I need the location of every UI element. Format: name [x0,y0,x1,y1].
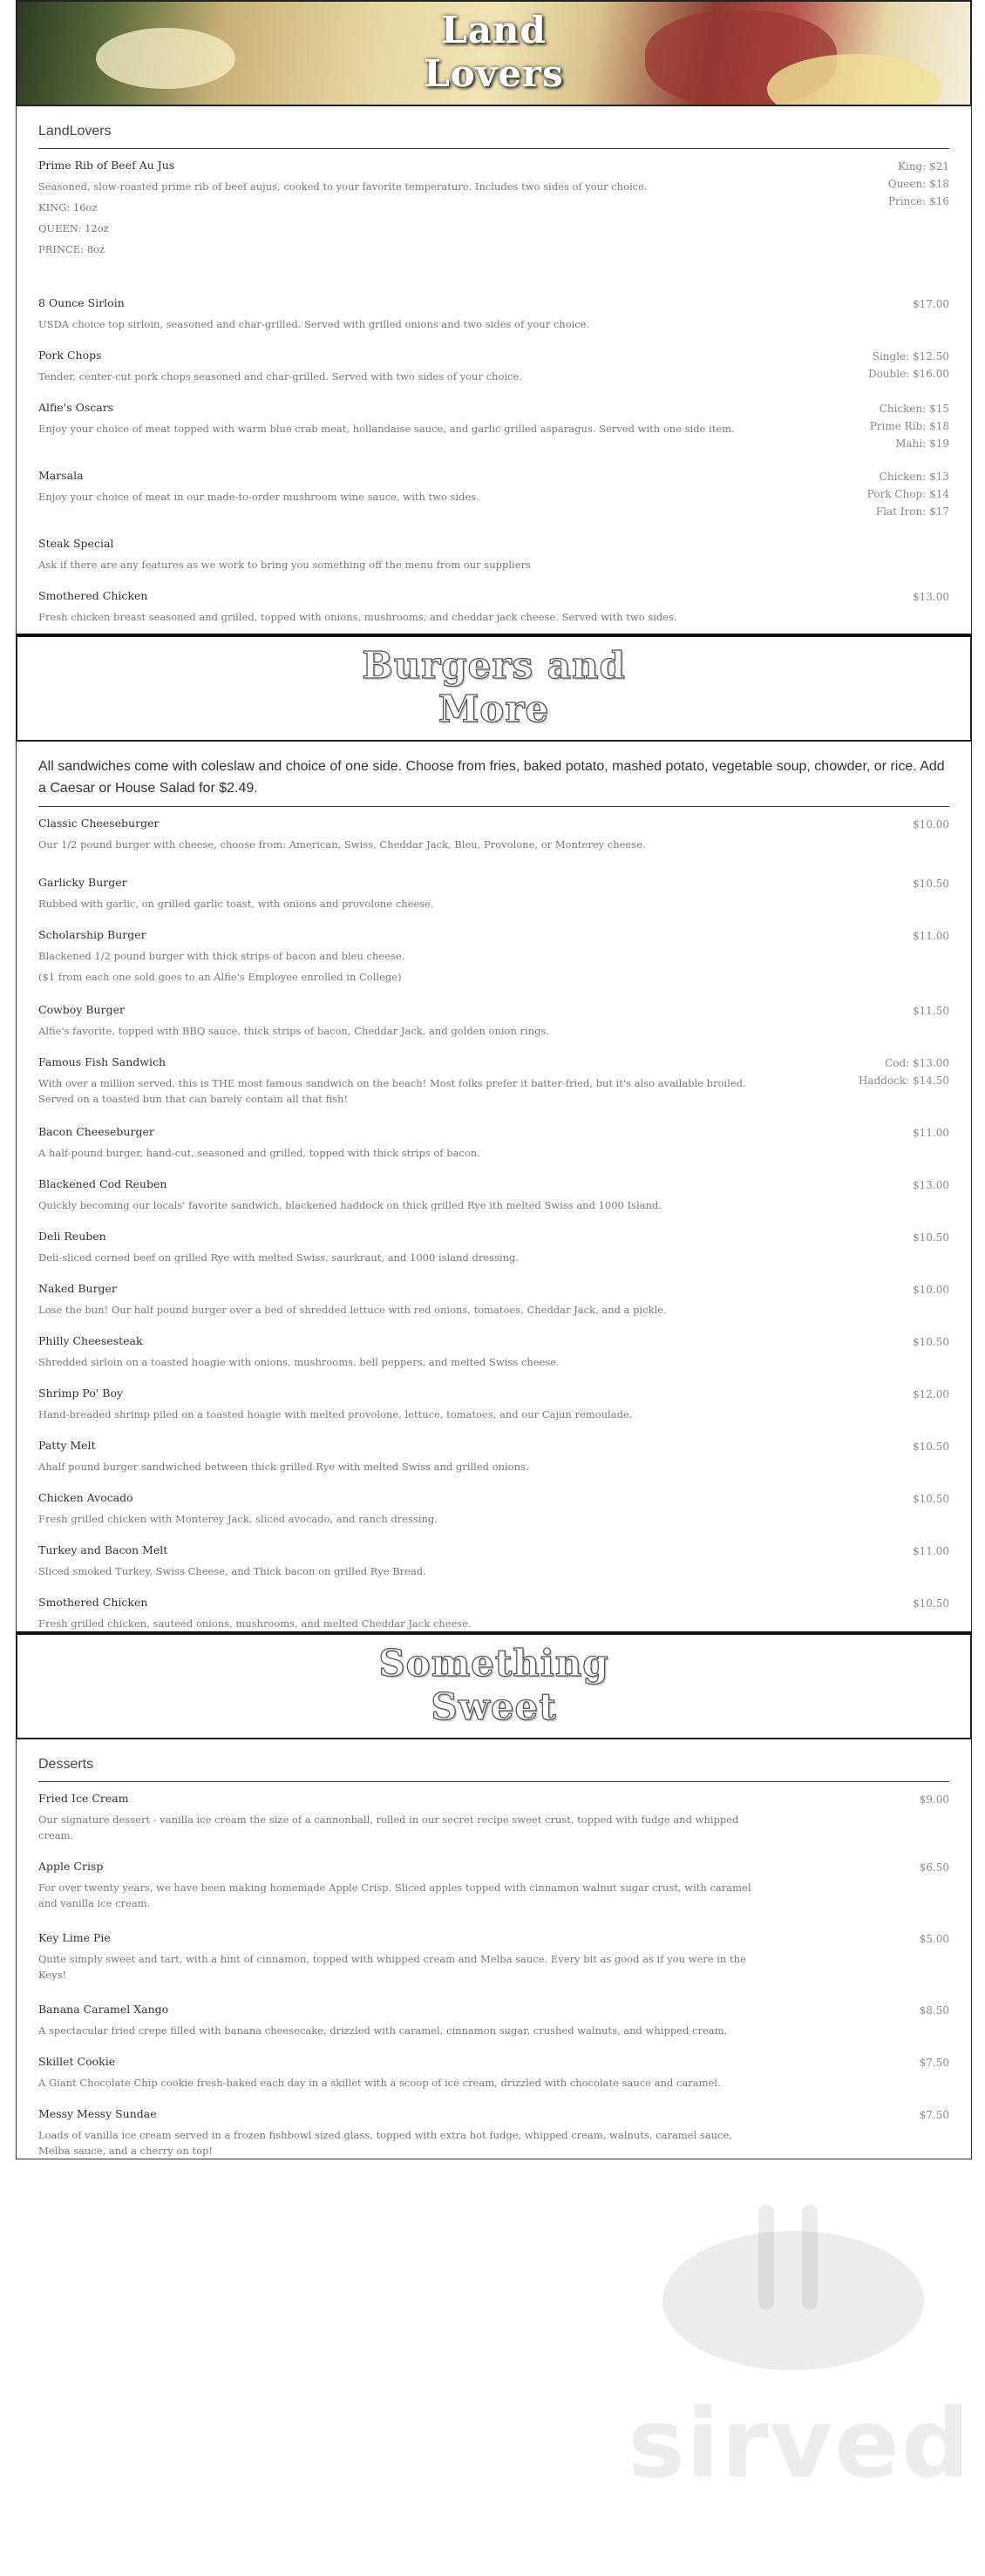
price-label: King: $21 [898,160,949,173]
sweet-title: Something Sweet [378,1642,609,1728]
menu-items-list [38,807,949,1631]
menu-items-list [38,149,949,634]
item-details [38,1438,762,1474]
menu-item [38,1422,949,1474]
price-label: $7.50 [919,2057,949,2069]
menu-item [38,520,949,573]
item-description: Fresh grilled chicken, sauteed onions, mushrooms, and melted Cheddar Jack cheese. [38,1617,472,1630]
price-label: Prime Rib: $18 [869,420,949,432]
item-details [38,1542,762,1579]
item-details [38,1281,762,1318]
item-description: Hand-breaded shrimp piled on a toasted hoagie with melted provolone, lettuce, tomatoes, and our Cajun remoulade. [38,1408,633,1420]
price-label: $11.50 [913,1005,949,1017]
item-description: Our 1/2 pound burger with cheese, choose from: American, Swiss, Cheddar Jack, Bleu, Provolone, or Monterey cheese. [38,838,646,851]
item-name: Skillet Cookie [38,2055,116,2068]
price-label: $13.00 [913,1179,949,1191]
menu-items-list [38,1782,949,2159]
menu-item [38,1265,949,1318]
item-prices [819,1176,949,1213]
item-prices [819,1281,949,1318]
price-label: $9.00 [919,1793,949,1806]
item-description: Rubbed with garlic, on grilled garlic toast, with onions and provolone cheese. [38,898,434,910]
item-details [38,816,762,859]
item-details [38,1930,762,1986]
item-description: Quite simply sweet and tart, with a hint of cinnamon, topped with whipped cream and Melba sauce. Every bit as good as if you were in the Keys! [38,1953,746,1981]
price-label: $10.50 [913,878,949,890]
item-description: Enjoy your choice of meat in our made-to-order mushroom wine sauce, with two sides. [38,491,479,503]
item-description: Shredded sirloin on a toasted hoagie with onions, mushrooms, bell peppers, and melted Swiss cheese. [38,1356,560,1368]
item-details [38,468,762,520]
item-note: PRINCE: 8oz [38,243,105,255]
item-name: Banana Caramel Xango [38,2003,169,2016]
item-description: Ask if there are any features as we work to bring you something off the menu from our suppliers [38,559,531,571]
item-details [38,1791,762,1843]
item-description: Deli-sliced corned beef on grilled Rye with melted Swiss, saurkraut, and 1000 island dressing. [38,1251,520,1264]
item-details [38,588,762,634]
price-label: $7.50 [919,2109,949,2121]
price-label: $10.50 [913,1441,949,1453]
menu-item [38,149,949,280]
item-prices [819,536,949,573]
item-prices [819,400,949,452]
item-prices [819,1490,949,1527]
burgers-title: Burgers and More [362,644,626,730]
item-details [38,2054,762,2091]
price-label: $10.00 [913,1284,949,1296]
item-details [38,295,762,332]
price-label: Single: $12.50 [872,350,949,363]
item-details [38,1859,762,1915]
price-label: Mahi: $19 [895,437,949,450]
item-description: Lose the bun! Our half pound burger over a bed of shredded lettuce with red onions, tomatoes, Cheddar Jack, and a pickle. [38,1304,667,1316]
item-details [38,875,762,912]
price-label: Flat Iron: $17 [875,505,949,518]
item-prices [819,468,949,520]
price-label: $12.00 [913,1388,949,1400]
item-description: Seasoned, slow-roasted prime rib of beef aujus, cooked to your favorite temperature. Includes two sides of your choice. [38,180,648,193]
item-name: Turkey and Bacon Melt [38,1543,168,1556]
price-label: $11.00 [913,1127,949,1139]
item-details [38,536,762,573]
item-prices [819,588,949,634]
item-name: 8 Ounce Sirloin [38,296,125,309]
desserts-section [16,1739,972,2159]
item-description: With over a million served, this is THE most famous sandwich on the beach! Most folks prefer it batter-fried, but it's also available broiled. Served on a toasted bun that can barely contain all that fish! [38,1077,746,1105]
menu-item [38,1370,949,1422]
item-name: Fried Ice Cream [38,1792,129,1805]
sweet-banner [16,1631,972,1739]
item-name: Classic Cheeseburger [38,817,160,830]
item-prices [819,1002,949,1039]
menu-item [38,573,949,634]
price-label: $5.00 [919,1933,949,1945]
item-prices [819,927,949,986]
item-name: Famous Fish Sandwich [38,1055,166,1068]
item-description: Our signature dessert - vanilla ice cream the size of a cannonball, rolled in our secret recipe sweet crust, topped with fudge and whipped cream. [38,1813,739,1841]
item-prices [819,348,949,384]
item-details [38,1333,762,1370]
item-name: Prime Rib of Beef Au Jus [38,159,175,172]
item-description: Fresh grilled chicken with Monterey Jack, sliced avocado, and ranch dressing. [38,1513,438,1525]
burgers-banner [16,634,972,742]
item-name: Smothered Chicken [38,1596,148,1609]
item-name: Alfie's Oscars [38,401,114,414]
item-name: Pork Chops [38,349,102,362]
land-lovers-title: Land Lovers [424,9,564,95]
menu-item [38,1108,949,1161]
item-description: Loads of vanilla ice cream served in a frozen fishbowl sized glass, topped with extra hot fudge, whipped cream, walnuts, caramel sauce, Melba sauce, and a cherry on top! [38,2129,732,2157]
menu-item [38,1318,949,1370]
sandwich-note: All sandwiches come with coleslaw and choice of one side. Choose from fries, baked potato, mashed potato, vegetable soup, chowder, or rice. Add a Caesar or House Salad for $2.49. [38,742,949,807]
item-prices [819,1054,949,1108]
item-prices [819,1930,949,1986]
item-name: Smothered Chicken [38,589,148,602]
price-label: $17.00 [913,298,949,310]
item-note: KING: 16oz [38,201,98,214]
item-name: Scholarship Burger [38,928,146,941]
land-lovers-section [16,106,972,634]
item-details [38,158,762,280]
item-prices [819,1124,949,1161]
price-label: $10.50 [913,1597,949,1610]
menu-item [38,1527,949,1579]
land-lovers-banner [16,0,972,106]
item-name: Garlicky Burger [38,876,127,889]
item-details [38,1176,762,1213]
item-name: Bacon Cheeseburger [38,1125,154,1138]
menu-item [38,1915,949,1986]
menu-item [38,986,949,1039]
menu-item [38,1579,949,1631]
menu-item [38,807,949,859]
menu-item [38,1474,949,1527]
menu-item [38,280,949,332]
item-prices [819,1791,949,1843]
price-label: Pork Chop: $14 [866,488,949,500]
item-prices [819,1595,949,1631]
price-label: Haddock: $14.50 [858,1074,949,1087]
price-label: $13.00 [913,591,949,603]
item-description: Fresh chicken breast seasoned and grilled, topped with onions, mushrooms, and cheddar jack cheese. Served with two sides. [38,611,677,623]
item-prices [819,1386,949,1422]
item-details [38,2106,762,2159]
price-label: Queen: $18 [887,178,949,190]
price-label: Prince: $16 [888,195,949,207]
item-prices [819,2002,949,2038]
item-name: Apple Crisp [38,1860,104,1873]
item-details [38,1490,762,1527]
price-label: Chicken: $13 [879,471,949,483]
item-prices [819,158,949,280]
item-description: A spectacular fried crepe filled with banana cheesecake, drizzled with caramel, cinnamon sugar, crushed walnuts, and whipped cream. [38,2024,728,2037]
menu-item [38,859,949,912]
item-details [38,1229,762,1265]
price-label: $10.00 [913,818,949,830]
menu-item [38,1213,949,1265]
price-label: Chicken: $15 [879,403,949,415]
item-description: USDA choice top sirloin, seasoned and char-grilled. Served with grilled onions and two sides of your choice. [38,318,590,330]
item-description: Blackened 1/2 pound burger with thick strips of bacon and bleu cheese. [38,950,405,962]
menu-item [38,2038,949,2091]
item-name: Cowboy Burger [38,1003,125,1016]
price-label: $11.00 [913,930,949,942]
item-note: ($1 from each one sold goes to an Alfie's Employee enrolled in College) [38,971,402,983]
item-name: Messy Messy Sundae [38,2107,157,2120]
watermark-text: sirved [628,2388,972,2499]
item-description: Ahalf pound burger sandwiched between thick grilled Rye with melted Swiss and grilled onions. [38,1461,529,1473]
menu-item [38,452,949,520]
menu-item [38,2091,949,2159]
item-details [38,1002,762,1039]
item-name: Naked Burger [38,1282,117,1295]
item-name: Steak Special [38,537,114,550]
item-name: Shrimp Po' Boy [38,1386,124,1400]
price-label: Double: $16.00 [867,368,949,380]
menu-item [38,1986,949,2038]
item-prices [819,1229,949,1265]
item-name: Marsala [38,469,84,482]
menu-item [38,1782,949,1843]
item-prices [819,2106,949,2159]
item-description: A Giant Chocolate Chip cookie fresh-baked each day in a skillet with a scoop of ice cream, drizzled with chocolate sauce and caramel. [38,2077,721,2089]
price-label: $10.50 [913,1231,949,1244]
item-description: For over twenty years, we have been making homemade Apple Crisp. Sliced apples topped with cinnamon walnut sugar crust, with caramel and vanilla ice cream. [38,1881,751,1909]
menu-page [16,0,972,2159]
price-label: $10.50 [913,1336,949,1348]
item-details [38,1054,762,1108]
menu-item [38,1161,949,1213]
item-details [38,1386,762,1422]
item-description: Enjoy your choice of meat topped with warm blue crab meat, hollandaise sauce, and garlic grilled asparagus. Served with one side item. [38,423,735,435]
item-prices [819,2054,949,2091]
item-details [38,2002,762,2038]
item-name: Patty Melt [38,1439,96,1452]
item-note: QUEEN: 12oz [38,222,109,234]
item-name: Deli Reuben [38,1230,106,1243]
item-details [38,1124,762,1161]
item-description: Alfie's favorite, topped with BBQ sauce, thick strips of bacon, Cheddar Jack, and golden onion rings. [38,1025,550,1037]
section-heading: Desserts [38,1739,949,1782]
menu-item [38,1039,949,1108]
item-name: Chicken Avocado [38,1491,133,1504]
price-label: Cod: $13.00 [885,1057,949,1069]
price-label: $10.50 [913,1493,949,1505]
item-prices [819,816,949,859]
item-name: Key Lime Pie [38,1931,111,1944]
item-name: Philly Cheesesteak [38,1334,143,1347]
menu-item [38,332,949,384]
item-details [38,927,762,986]
item-prices [819,1333,949,1370]
item-prices [819,875,949,912]
menu-item [38,912,949,986]
price-label: $6.50 [919,1861,949,1874]
item-description: Sliced smoked Turkey, Swiss Cheese, and Thick bacon on grilled Rye Bread. [38,1565,426,1577]
item-description: A half-pound burger, hand-cut, seasoned and grilled, topped with thick strips of bacon. [38,1147,480,1159]
section-heading: LandLovers [38,106,949,149]
menu-item [38,384,949,452]
item-description: Tender, center-cut pork chops seasoned and char-grilled. Served with two sides of your choice. [38,370,522,383]
item-prices [819,1542,949,1579]
item-details [38,1595,762,1631]
item-prices [819,295,949,332]
item-description: Quickly becoming our locals' favorite sandwich, blackened haddock on thick grilled Rye ith melted Swiss and 1000 Island. [38,1199,662,1211]
menu-item [38,1843,949,1915]
item-details [38,400,762,452]
item-details [38,348,762,384]
price-label: $8.50 [919,2004,949,2017]
item-name: Blackened Cod Reuben [38,1177,167,1190]
item-prices [819,1859,949,1915]
price-label: $11.00 [913,1545,949,1557]
burgers-section [16,742,972,1631]
item-prices [819,1438,949,1474]
